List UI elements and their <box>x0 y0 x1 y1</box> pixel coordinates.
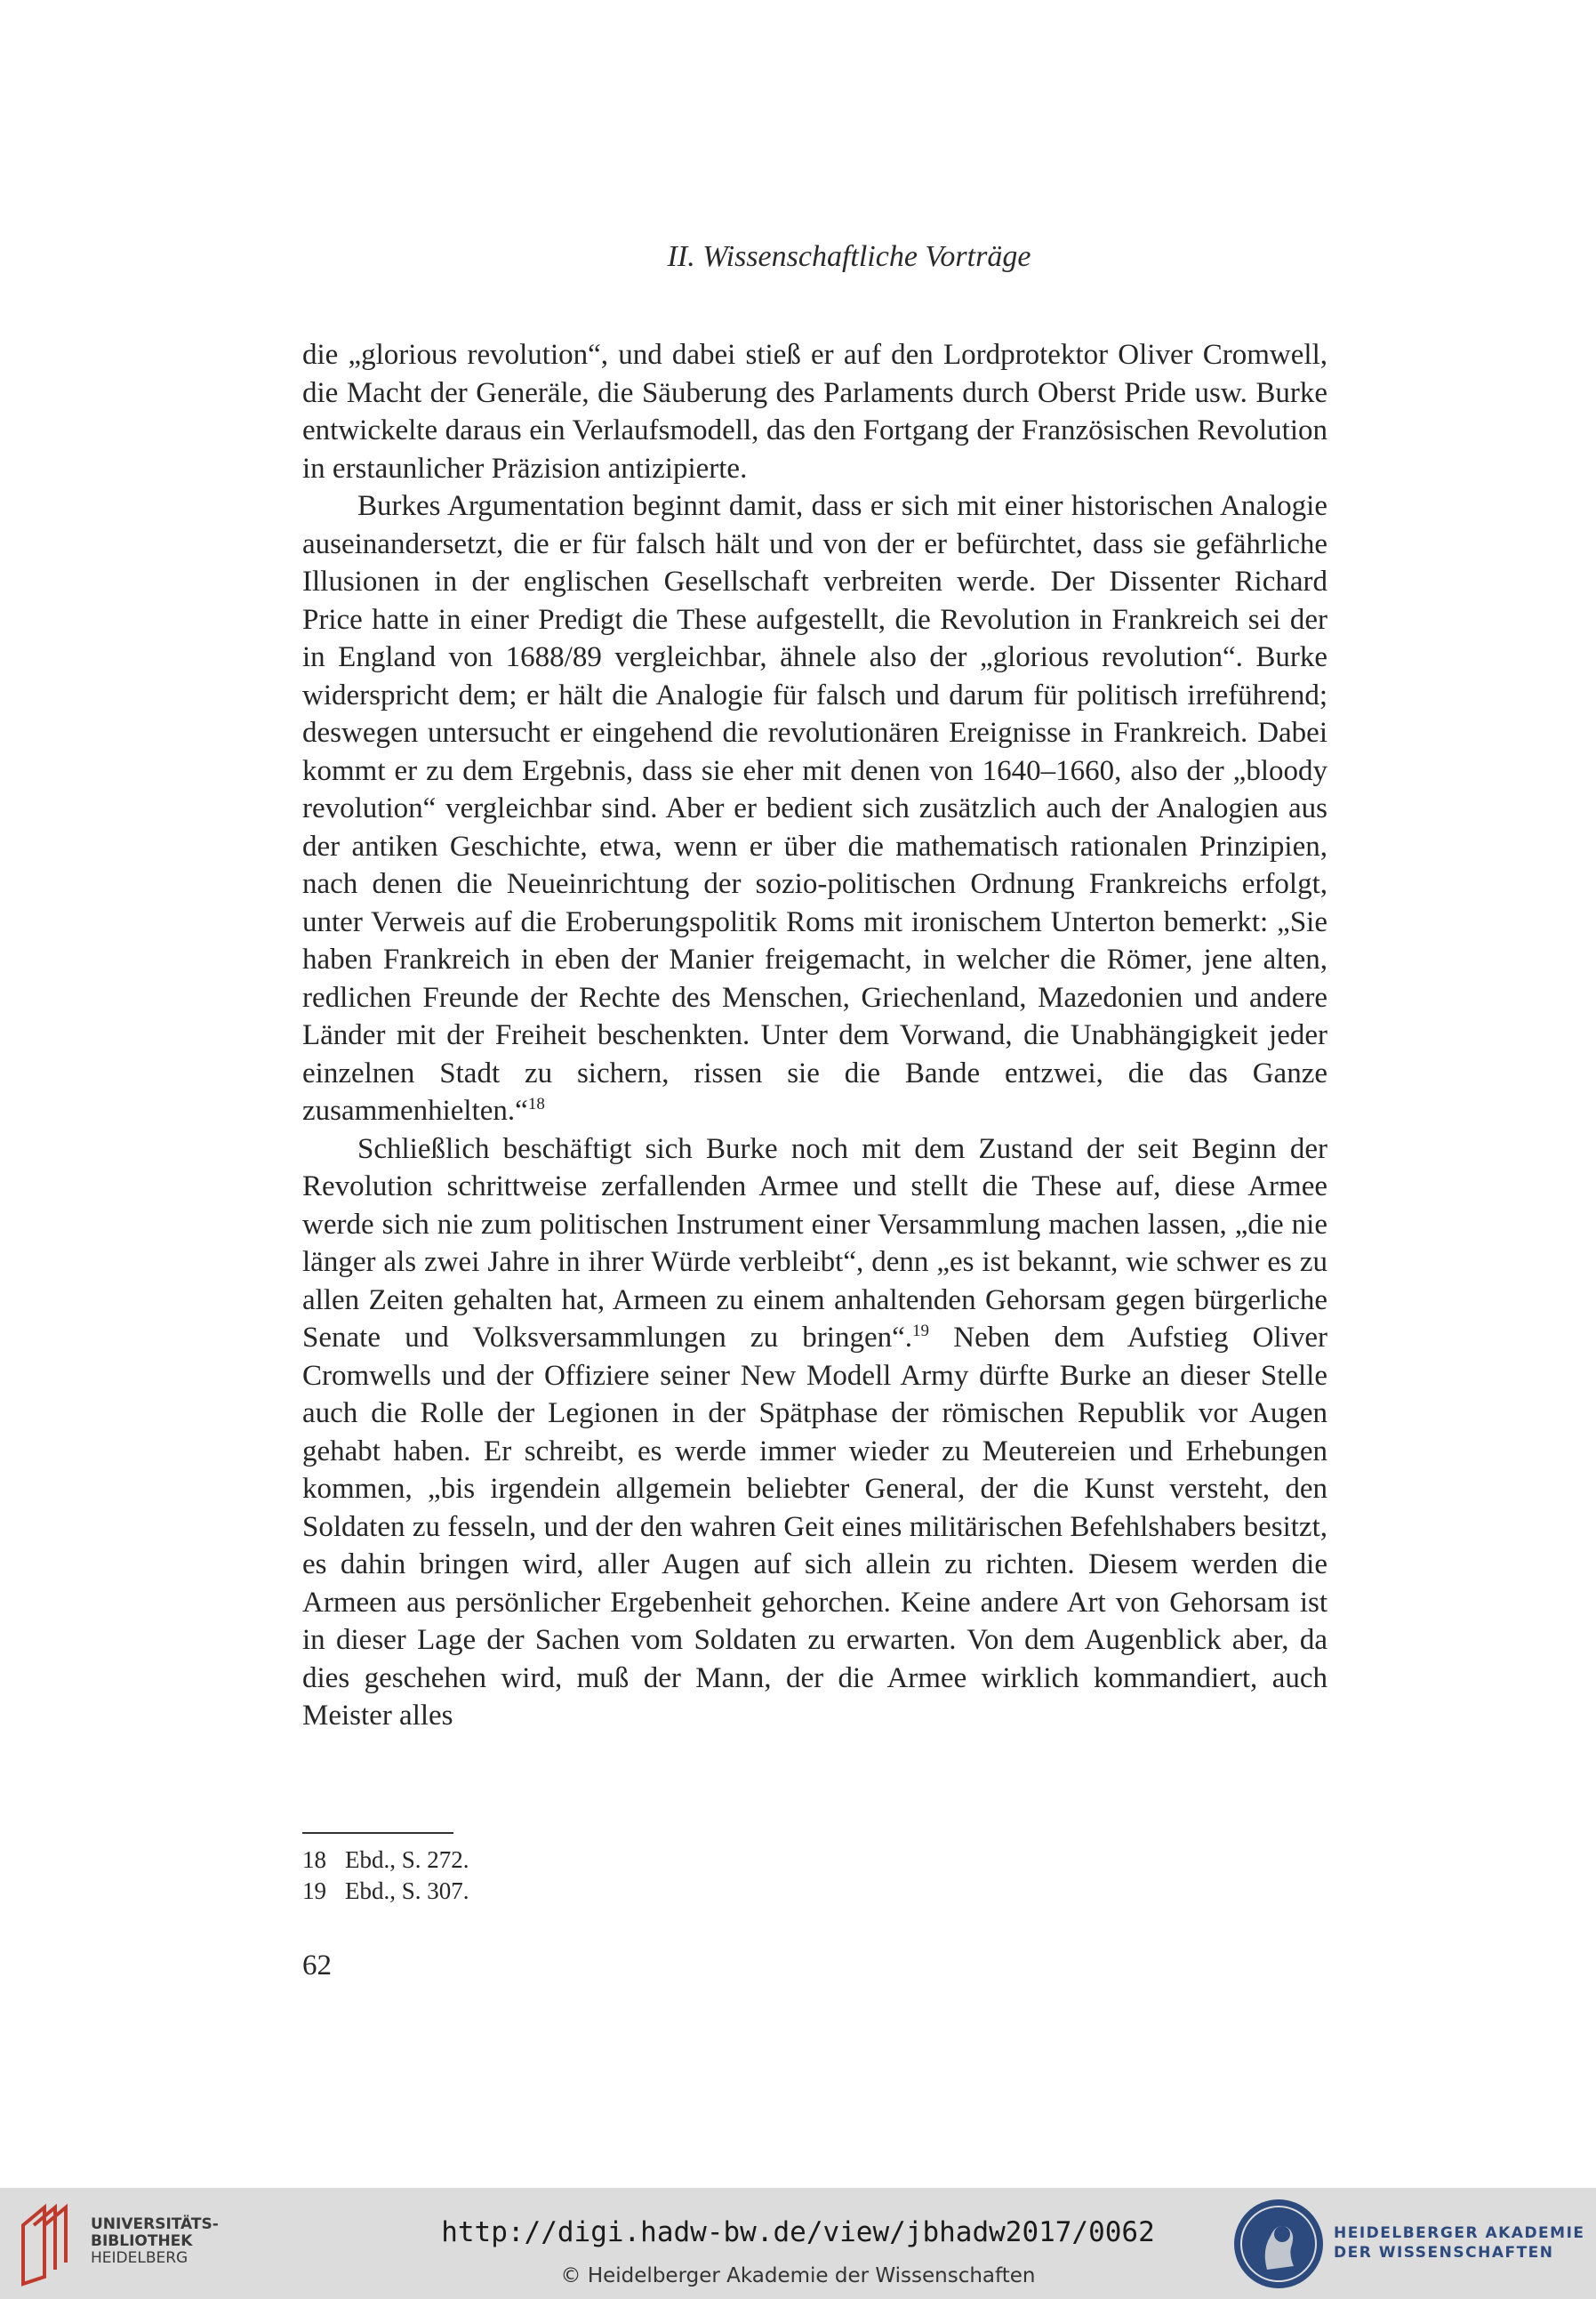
permalink-url[interactable]: http://digi.hadw-bw.de/view/jbhadw2017/0062 <box>441 2216 1155 2248</box>
academy-name: HEIDELBERGER AKADEMIE DER WISSENSCHAFTEN <box>1334 2224 1585 2262</box>
footnote-number: 19 <box>302 1877 326 1904</box>
university-library-name: UNIVERSITÄTS- BIBLIOTHEK HEIDELBERG <box>91 2215 219 2267</box>
copyright-notice: © Heidelberger Akademie der Wissenschaften <box>560 2264 1036 2287</box>
main-text <box>302 336 1327 1735</box>
footnote <box>302 1845 1103 1876</box>
academy-seal-icon[interactable] <box>1231 2197 1326 2291</box>
footer-bar <box>0 2188 1596 2299</box>
footnote-separator <box>302 1832 453 1834</box>
paragraph: Burkes Argumentation beginnt damit, dass er sich mit einer historischen Analogie auseinandersetzt, die er für falsch hält und von der er befürchtet, dass sie gefährliche Illusionen in der englischen Gesellschaft verbreiten werde. Der Dissenter Richard Price hatte in einer Predigt die These aufgestellt, die Revolution in Frankreich sei der in England von 1688/89 vergleichbar, ähnele also der „glorious revolution“. Burke widerspricht dem; er hält die Analogie für falsch und darum für politisch irreführend; deswegen untersucht er eingehend die revolutionären Ereignisse in Frankreich. Dabei kommt er zu dem Ergebnis, dass sie eher mit denen von 1640–1660, also der „bloody revolution“ vergleichbar sind. Aber er bedient sich zusätzlich auch der Analogien aus der antiken Geschichte, etwa, wenn er über die mathematisch rationalen Prinzipien, nach denen die Neueinrichtung der sozio-politischen Ordnung Frankreichs erfolgt, unter Verweis auf die Eroberungspolitik Roms mit ironischem Unterton bemerkt: „Sie haben Frankreich in eben der Manier freigemacht, in welcher die Römer, jene alten, redlichen Freunde der Rechte des Menschen, Griechenland, Mazedonien und andere Länder mit der Freiheit beschenkten. Unter dem Vorwand, die Unabhängigkeit jeder einzelnen Stadt zu sichern, rissen sie die Bande entzwei, die das Ganze zusammenhielten.“$^{18}$ <box>302 490 1327 1127</box>
running-header-title: II. Wissenschaftliche Vorträge <box>667 240 1031 273</box>
paragraph: die „glorious revolution“, und dabei stieß er auf den Lordprotektor Oliver Cromwell, die Macht der Generäle, die Säuberung des Parlaments durch Oberst Pride usw. Burke entwickelte daraus ein Verlaufsmodell, das den Fortgang der Französischen Revolution in erstaunlicher Präzision antizipierte. <box>302 339 1327 485</box>
footnote-ref[interactable]: 18 <box>527 1095 545 1113</box>
footnote-ref[interactable]: 19 <box>912 1322 929 1340</box>
paragraph: Schließlich beschäftigt sich Burke noch mit dem Zustand der seit Beginn der Revolution schrittweise zerfallenden Armee und stellt die These auf, diese Armee werde sich nie zum politischen Instrument einer Versammlung machen lassen, „die nie länger als zwei Jahre in ihrer Würde verbleibt“, denn „es ist bekannt, wie schwer es zu allen Zeiten gehalten hat, Armeen zu einem anhaltenden Gehorsam gegen bürgerliche Senate und Volksversammlungen zu bringen“.$^{19}$ Neben dem Aufstieg Oliver Cromwells und der Offiziere seiner New Modell Army dürfte Burke an dieser Stelle auch die Rolle der Legionen in der Spätphase der römischen Republik vor Augen gehabt haben. Er schreibt, es werde immer wieder zu Meutereien und Erhebungen kommen, „bis irgendein allgemein beliebter General, der die Kunst versteht, den Soldaten zu fesseln, und der den wahren Geit eines militärischen Befehlshabers besitzt, es dahin bringen wird, aller Augen auf sich allein zu richten. Diesem werden die Armeen aus persönlicher Ergebenheit gehorchen. Keine andere Art von Gehorsam ist in dieser Lage der Sachen vom Soldaten zu erwarten. Von dem Augenblick aber, da dies geschehen wird, muß der Mann, der die Armee wirklich kommandiert, auch Meister alles <box>302 1132 1327 1732</box>
page-number: 62 <box>302 1949 332 1981</box>
footnotes <box>302 1845 1103 1907</box>
running-header <box>0 240 1596 274</box>
footnote-text: Ebd., S. 307. <box>345 1877 469 1904</box>
footnote-text: Ebd., S. 272. <box>345 1846 469 1873</box>
footnote-number: 18 <box>302 1846 326 1873</box>
footnote <box>302 1876 1103 1907</box>
